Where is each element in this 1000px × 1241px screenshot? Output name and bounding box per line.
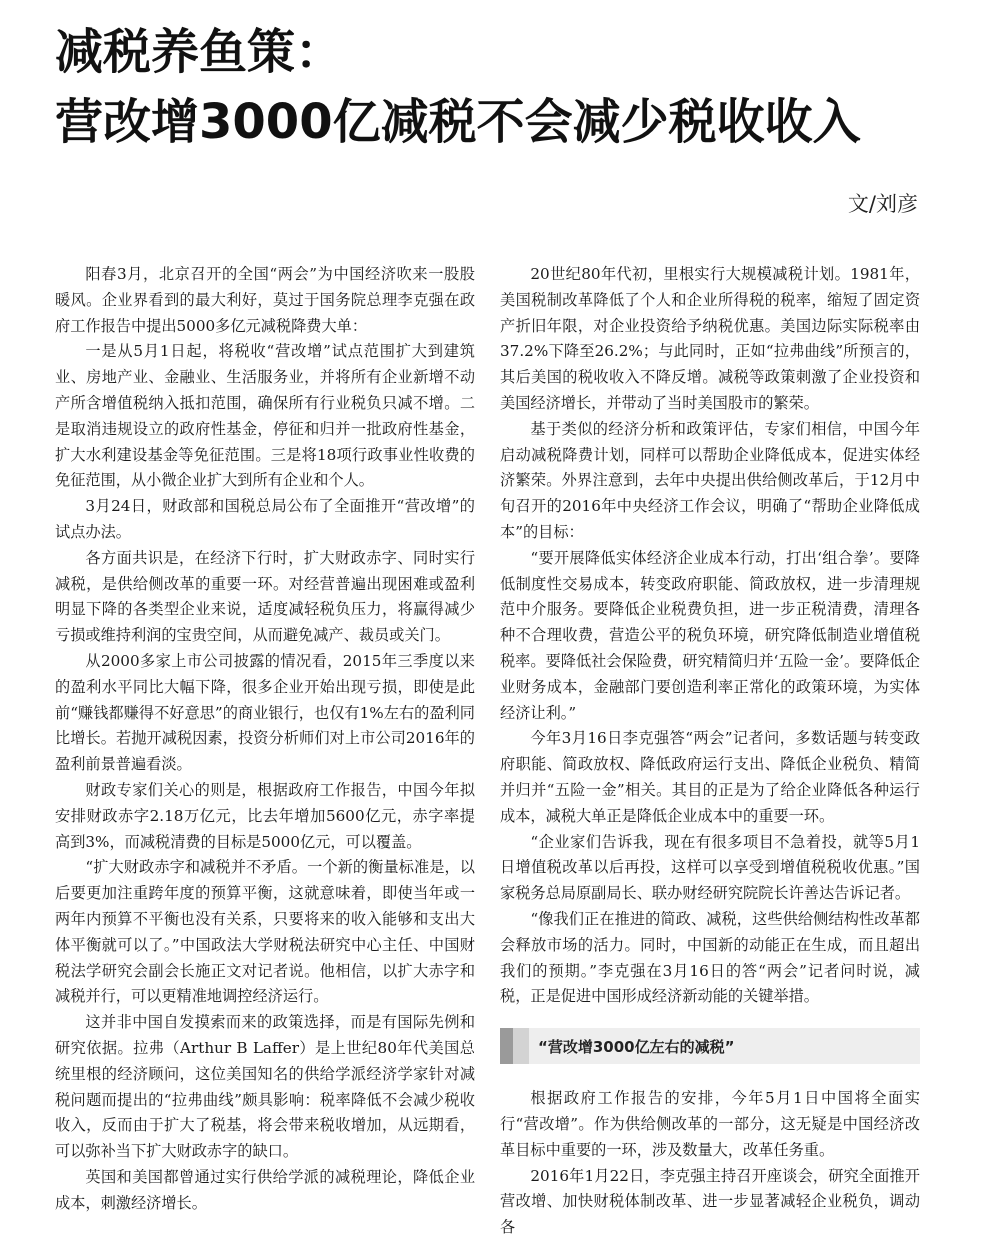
paragraph: 这并非中国自发摸索而来的政策选择，而是有国际先例和研究依据。拉弗（Arthur B Laffer）是上世纪80年代美国总统里根的经济顾问，这位美国知名的供给学派经济学家针对减税问题而提出的“拉弗曲线”颇具影响：税率降低不会减少税收收入，反而由于扩大了税基，将会带来税收增加，从远期看，可以弥补当下扩大财政赤字的缺口。 bbox=[55, 1013, 475, 1161]
article-column-right bbox=[500, 262, 920, 1237]
paragraph: 20世纪80年代初，里根实行大规模减税计划。1981年，美国税制改革降低了个人和企业所得税的税率，缩短了固定资产折旧年限，对企业投资给予纳税优惠。美国边际实际税率由37.2%下降至26.2%；与此同时，正如“拉弗曲线”所预言的，其后美国的税收收入不降反增。减税等政策刺激了企业投资和美国经济增长，并带动了当时美国股市的繁荣。 bbox=[500, 265, 920, 412]
paragraph: 财政专家们关心的则是，根据政府工作报告，中国今年拟安排财政赤字2.18万亿元，比去年增加5600亿元，赤字率提高到3%，而减税清费的目标是5000亿元，可以覆盖。 bbox=[55, 780, 475, 851]
paragraph: 3月24日，财政部和国税总局公布了全面推开“营改增”的试点办法。 bbox=[55, 497, 475, 541]
paragraph: 根据政府工作报告的安排，今年5月1日中国将全面实行“营改增”。作为供给侧改革的一部分，这无疑是中国经济改革目标中重要的一环，涉及数量大，改革任务重。 bbox=[500, 1089, 920, 1159]
paragraph: 各方面共识是，在经济下行时，扩大财政赤字、同时实行减税，是供给侧改革的重要一环。对经营普遍出现困难或盈利明显下降的各类型企业来说，适度减轻税负压力，将赢得减少亏损或维持利润的宝贵空间，从而避免减产、裁员或关门。 bbox=[55, 548, 475, 645]
paragraph: 阳春3月，北京召开的全国“两会”为中国经济吹来一股股暖风。企业界看到的最大利好，莫过于国务院总理李克强在政府工作报告中提出5000多亿元减税降费大单： bbox=[55, 265, 475, 335]
page-title-line-1: 减税养鱼策： bbox=[55, 24, 344, 80]
paragraph: 基于类似的经济分析和政策评估，专家们相信，中国今年启动减税降费计划，同样可以帮助企业降低成本，促进实体经济繁荣。外界注意到，去年中央提出供给侧改革后，于12月中旬召开的2016年中央经济工作会议，明确了“帮助企业降低成本”的目标： bbox=[500, 419, 920, 541]
section-heading-text: “营改增3000亿左右的减税” bbox=[538, 1037, 735, 1056]
paragraph: “企业家们告诉我，现在有很多项目不急着投，就等5月1日增值税改革以后再投，这样可以享受到增值税税收优惠。”国家税务总局原副局长、联办财经研究院院长许善达告诉记者。 bbox=[500, 832, 920, 903]
article-column-left bbox=[55, 262, 475, 1212]
section-marker-dark bbox=[500, 1028, 513, 1064]
paragraph: “像我们正在推进的简政、减税，这些供给侧结构性改革都会释放市场的活力。同时，中国新的动能正在生成，而且超出我们的预期。”李克强在3月16日的答“两会”记者问时说，减税，正是促进中国形成经济新动能的关键举措。 bbox=[500, 909, 920, 1006]
paragraph: 一是从5月1日起，将税收“营改增”试点范围扩大到建筑业、房地产业、金融业、生活服务业，并将所有企业新增不动产所含增值税纳入抵扣范围，确保所有行业税负只减不增。二是取消违规设立的政府性基金，停征和归并一批政府性基金，扩大水利建设基金等免征范围。三是将18项行政事业性收费的免征范围，从小微企业扩大到所有企业和个人。 bbox=[55, 342, 475, 490]
section-marker-light bbox=[513, 1028, 529, 1064]
paragraph: 2016年1月22日，李克强主持召开座谈会，研究全面推开营改增、加快财税体制改革、进一步显著减轻企业税负，调动各 bbox=[500, 1166, 920, 1237]
paragraph: 从2000多家上市公司披露的情况看，2015年三季度以来的盈利水平同比大幅下降，很多企业开始出现亏损，即使是此前“赚钱都赚得不好意思”的商业银行，也仅有1%左右的盈利同比增长。若抛开减税因素，投资分析师们对上市公司2016年的盈利前景普遍看淡。 bbox=[55, 651, 475, 774]
paragraph: “扩大财政赤字和减税并不矛盾。一个新的衡量标准是，以后要更加注重跨年度的预算平衡，这就意味着，即使当年或一两年内预算不平衡也没有关系，只要将来的收入能够和支出大体平衡就可以了。”中国政法大学财税法研究中心主任、中国财税法学研究会副会长施正文对记者说。他相信，以扩大赤字和减税并行，可以更精准地调控经济运行。 bbox=[55, 858, 475, 1006]
paragraph: 今年3月16日李克强答“两会”记者问，多数话题与转变政府职能、简政放权、降低政府运行支出、降低企业税负、精简并归并“五险一金”相关。其目的正是为了给企业降低各种运行成本，减税大单正是降低企业成本中的重要一环。 bbox=[500, 729, 920, 825]
paragraph: 英国和美国都曾通过实行供给学派的减税理论，降低企业成本，刺激经济增长。 bbox=[55, 1167, 475, 1212]
section-heading bbox=[500, 1028, 920, 1064]
author-byline: 文/刘彦 bbox=[847, 192, 918, 216]
page-title-line-2: 营改增3000亿减税不会减少税收收入 bbox=[55, 94, 861, 150]
paragraph: “要开展降低实体经济企业成本行动，打出‘组合拳’。要降低制度性交易成本，转变政府职能、简政放权，进一步清理规范中介服务。要降低企业税费负担，进一步正税清费，清理各种不合理收费，营造公平的税负环境，研究降低制造业增值税税率。要降低社会保险费，研究精简归并‘五险一金’。要降低企业财务成本，金融部门要创造利率正常化的政策环境，为实体经济让利。” bbox=[500, 548, 920, 722]
